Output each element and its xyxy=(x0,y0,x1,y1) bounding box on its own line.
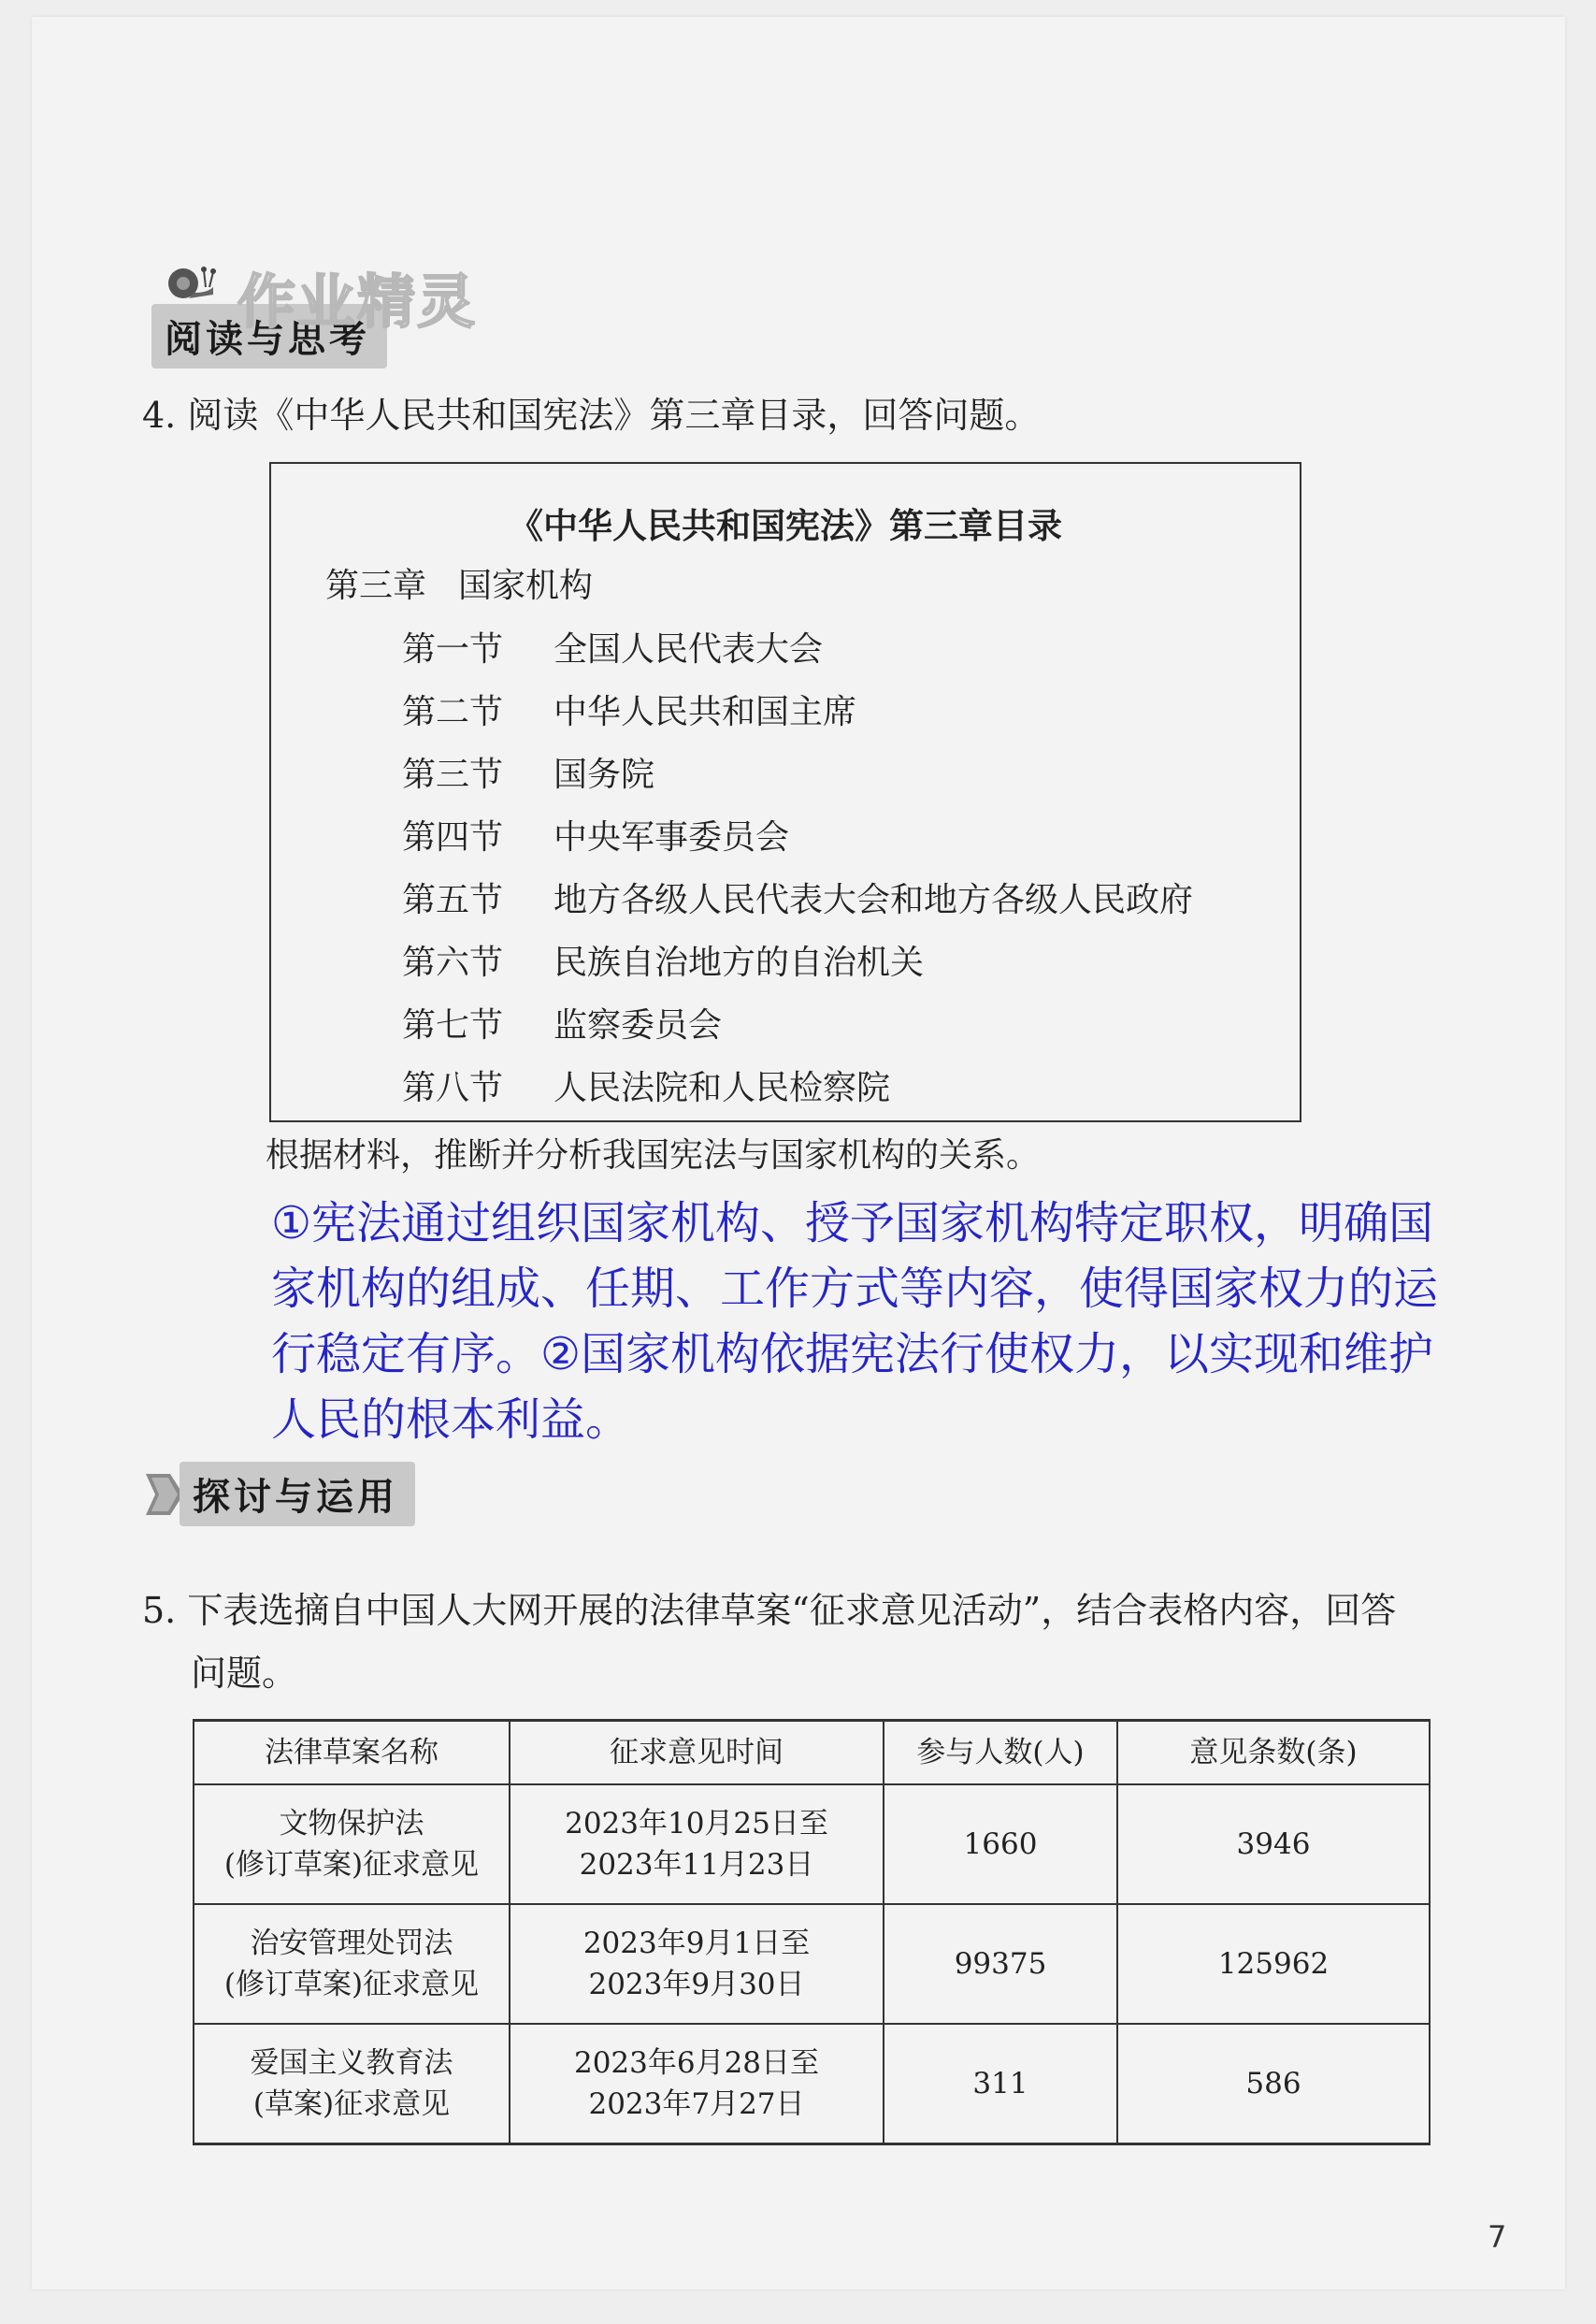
toc-row xyxy=(402,623,823,671)
period-start: 2023年10月25日至 xyxy=(565,1807,828,1840)
law-name-cell xyxy=(194,2024,510,2144)
handwritten-answer: ①宪法通过组织国家机构、授予国家机构特定职权，明确国家机构的组成、任期、工作方式等内容，使得国家权力的运行稳定有序。②国家机构依据宪法行使权力，以实现和维护人民的根本利益。 xyxy=(271,1197,1439,1446)
section-name: 国务院 xyxy=(554,756,655,794)
section-number: 第七节 xyxy=(402,1006,504,1045)
section-number: 第一节 xyxy=(402,630,504,669)
section-name: 人民法院和人民检察院 xyxy=(554,1069,891,1107)
snail-mascot-icon xyxy=(161,250,217,306)
table-header: 参与人数(人) xyxy=(884,1721,1117,1785)
question-4-prompt: 4. 阅读《中华人民共和国宪法》第三章目录，回答问题。 xyxy=(142,395,1041,436)
period-cell xyxy=(510,1784,884,1904)
period-cell xyxy=(510,1904,884,2024)
section-name: 地方各级人民代表大会和地方各级人民政府 xyxy=(554,881,1194,919)
law-name-cell xyxy=(194,1784,510,1904)
section-number: 第二节 xyxy=(402,693,504,731)
law-name: 爱国主义教育法 xyxy=(250,2046,453,2080)
opinions-cell: 3946 xyxy=(1117,1784,1430,1904)
period-end: 2023年9月30日 xyxy=(588,1968,805,2001)
section-number: 第八节 xyxy=(402,1069,504,1107)
participants-cell: 311 xyxy=(884,2024,1117,2144)
opinions-cell: 125962 xyxy=(1117,1904,1430,2024)
participants-cell: 99375 xyxy=(884,1904,1117,2024)
toc-chapter xyxy=(325,559,593,607)
section-name: 中华人民共和国主席 xyxy=(554,693,857,731)
toc-row xyxy=(402,999,722,1047)
question-5-prompt-cont: 问题。 xyxy=(191,1653,298,1694)
law-name-cell xyxy=(194,1904,510,2024)
toc-row xyxy=(402,936,924,984)
section-banner-discussion xyxy=(142,1462,415,1526)
section-title: 探讨与运用 xyxy=(180,1462,415,1526)
chapter-name: 国家机构 xyxy=(458,567,594,605)
page xyxy=(32,17,1565,2289)
toc-row xyxy=(402,748,654,796)
period-end: 2023年7月27日 xyxy=(588,2087,805,2121)
toc-box xyxy=(269,462,1301,1122)
table-header: 征求意见时间 xyxy=(510,1721,884,1785)
section-number: 第三节 xyxy=(402,756,504,794)
section-name: 监察委员会 xyxy=(554,1006,723,1045)
law-name-suffix: (修订草案)征求意见 xyxy=(223,1968,480,2001)
section-name: 中央军事委员会 xyxy=(554,818,790,857)
section-number: 第六节 xyxy=(402,944,504,982)
table-row xyxy=(194,1784,1430,1904)
section-name: 民族自治地方的自治机关 xyxy=(554,944,925,982)
section-number: 第四节 xyxy=(402,818,504,857)
toc-row xyxy=(402,811,789,859)
chapter-number: 第三章 xyxy=(325,567,427,605)
toc-row xyxy=(402,873,1193,921)
data-table xyxy=(193,1719,1431,2145)
toc-row xyxy=(402,686,856,733)
law-name: 文物保护法 xyxy=(279,1807,424,1840)
table-header: 法律草案名称 xyxy=(194,1721,510,1785)
opinions-cell: 586 xyxy=(1117,2024,1430,2144)
table-header-row xyxy=(194,1721,1430,1785)
table-header: 意见条数(条) xyxy=(1117,1721,1430,1785)
law-name: 治安管理处罚法 xyxy=(250,1927,453,1960)
question-5-prompt: 5. 下表选摘自中国人大网开展的法律草案“征求意见活动”，结合表格内容，回答 xyxy=(142,1590,1397,1631)
law-name-suffix: (草案)征求意见 xyxy=(252,2087,451,2121)
section-number: 第五节 xyxy=(402,881,504,919)
table-row xyxy=(194,1904,1430,2024)
toc-row xyxy=(402,1061,890,1109)
toc-title: 《中华人民共和国宪法》第三章目录 xyxy=(509,506,1062,546)
section-name: 全国人民代表大会 xyxy=(554,630,824,669)
participants-cell: 1660 xyxy=(884,1784,1117,1904)
period-end: 2023年11月23日 xyxy=(579,1848,814,1882)
table-row xyxy=(194,2024,1430,2144)
law-name-suffix: (修订草案)征求意见 xyxy=(223,1848,480,1882)
question-4-subquestion: 根据材料，推断并分析我国宪法与国家机构的关系。 xyxy=(266,1136,1041,1175)
watermark-logo-text: 作业精灵 xyxy=(237,267,478,336)
page-number: 7 xyxy=(1488,2219,1507,2255)
section-title: 阅读与思考 xyxy=(151,304,387,368)
period-start: 2023年9月1日至 xyxy=(582,1927,811,1960)
period-start: 2023年6月28日至 xyxy=(573,2046,820,2080)
period-cell xyxy=(510,2024,884,2144)
